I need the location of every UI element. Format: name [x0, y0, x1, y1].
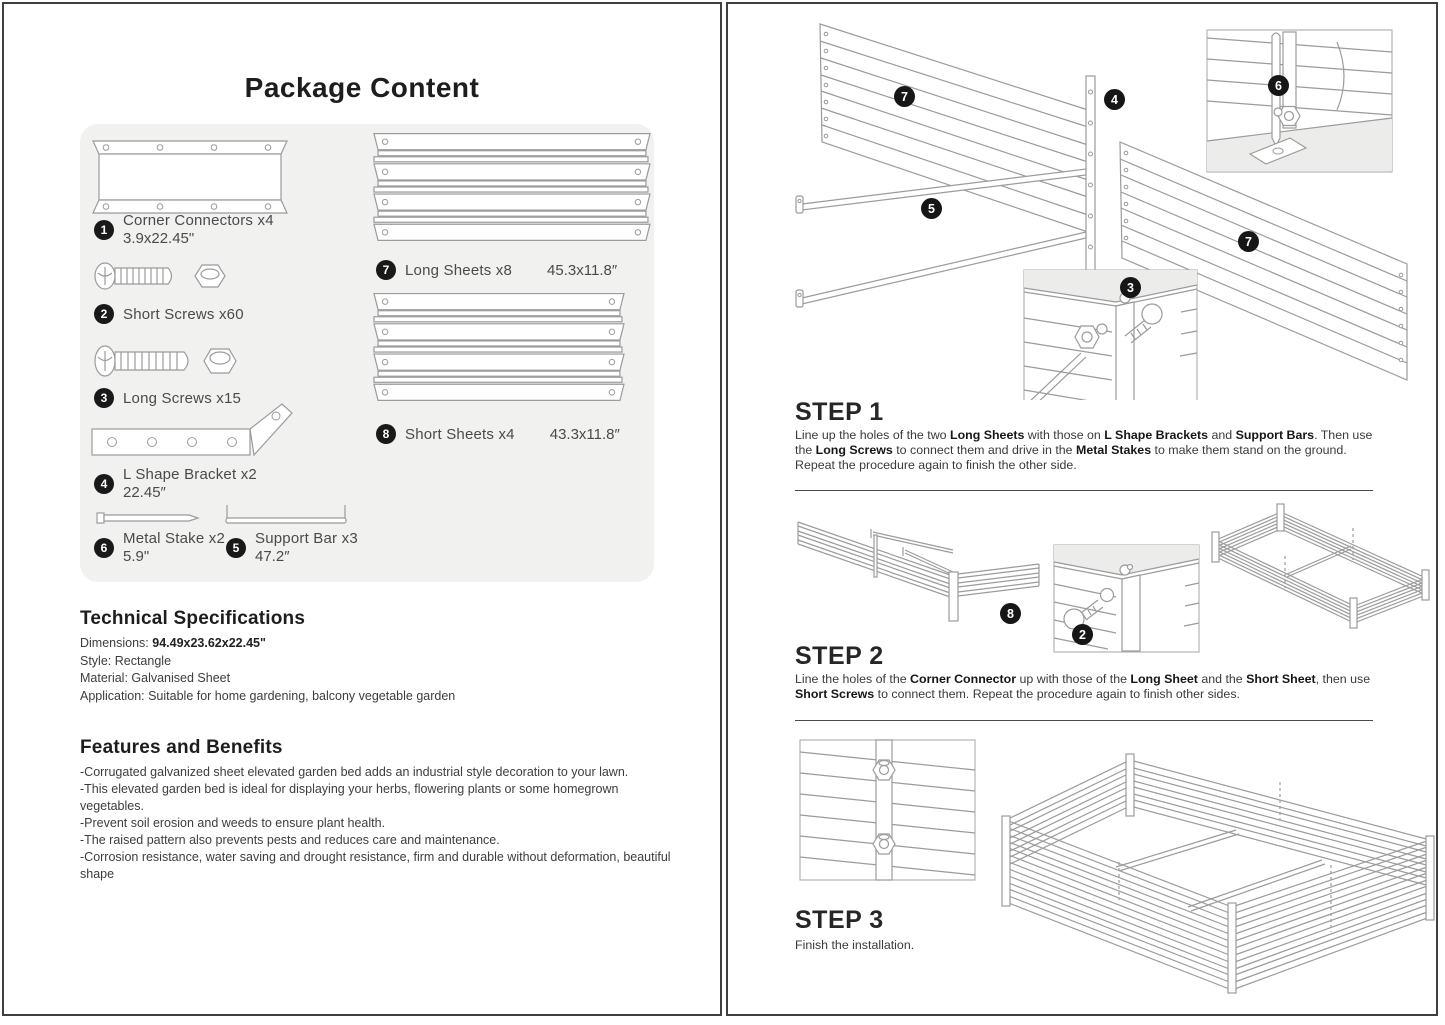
- item-size: 47.2″: [255, 548, 290, 565]
- step1-title: STEP 1: [795, 398, 884, 426]
- package-content-panel: [2, 2, 722, 1016]
- list-item: [94, 212, 274, 248]
- item-label: Metal Stake x2: [123, 530, 226, 547]
- assembly-steps-panel: [726, 2, 1438, 1016]
- item-size: 22.45″: [123, 484, 166, 501]
- feature-item: -Corrugated galvanized sheet elevated garden bed adds an industrial style decoration to your lawn.: [80, 765, 629, 779]
- item-label: Support Bar x3: [255, 530, 358, 547]
- item-label: Long Sheets x8: [405, 261, 513, 279]
- short-screw-drawing: [92, 256, 242, 296]
- callout-2: 2: [1072, 624, 1093, 645]
- callout-8: 8: [1000, 603, 1021, 624]
- l-bracket-drawing: [90, 402, 295, 464]
- corner-connector-drawing: [90, 136, 290, 220]
- spec-style: Style: Rectangle: [80, 653, 172, 668]
- item-number-badge: 4: [94, 474, 114, 494]
- step3-text: Finish the installation.: [795, 938, 915, 952]
- tech-specs-list: [80, 635, 455, 705]
- item-number-badge: 8: [376, 424, 396, 444]
- spec-dimensions: Dimensions: 94.49x23.62x22.45": [80, 636, 266, 650]
- feature-item: -The raised pattern also prevents pests and reduces care and maintenance.: [80, 833, 500, 847]
- callout-7: 7: [894, 86, 915, 107]
- list-item: [376, 424, 620, 444]
- callout-3: 3: [1120, 277, 1141, 298]
- list-item: [376, 260, 617, 280]
- long-sheets-drawing: [372, 132, 652, 244]
- feature-item: -Prevent soil erosion and weeds to ensure plant health.: [80, 816, 386, 830]
- stake-detail-inset: [1207, 30, 1392, 172]
- feature-item: -This elevated garden bed is ideal for displaying your herbs, flowering plants or some homegrown vegetables.: [80, 782, 619, 813]
- long-screw-detail-inset: [1024, 270, 1197, 400]
- page-title: Package Content: [244, 72, 480, 103]
- step1-diagram: [736, 12, 1432, 400]
- support-bar-drawing: [222, 502, 350, 528]
- features-list: [80, 764, 680, 883]
- callout-4: 4: [1104, 89, 1125, 110]
- item-size: 45.3x11.8″: [547, 261, 618, 279]
- callout-7b: 7: [1238, 231, 1259, 252]
- callout-6: 6: [1268, 75, 1289, 96]
- step3-diagram: [736, 732, 1436, 996]
- spec-material: Material: Galvanised Sheet: [80, 671, 231, 685]
- callout-5: 5: [921, 198, 942, 219]
- spec-application: Application: Suitable for home gardening, balcony vegetable garden: [80, 688, 456, 703]
- item-label: Short Sheets x4: [405, 425, 515, 443]
- step2-text: Line the holes of the Corner Connector up with those of the Long Sheet and the Short Sheet, then use Short Screws to connect them. Repeat the procedure again to finish other sides.: [795, 672, 1371, 701]
- features-heading: Features and Benefits: [80, 737, 283, 758]
- item-number-badge: 5: [226, 538, 246, 558]
- item-label: L Shape Bracket x2: [123, 466, 257, 483]
- divider: [795, 490, 1373, 491]
- item-number-badge: 1: [94, 220, 114, 240]
- assembled-frame-drawing: [1212, 504, 1429, 628]
- item-size: 43.3x11.8″: [549, 425, 620, 443]
- item-number-badge: 6: [94, 538, 114, 558]
- item-label: Short Screws x60: [123, 305, 244, 323]
- metal-stake-drawing: [96, 510, 200, 526]
- list-item: [94, 466, 257, 502]
- feature-item: -Corrosion resistance, water saving and drought resistance, firm and durable without deformation, beautiful shape: [80, 850, 671, 881]
- package-box: [80, 124, 654, 582]
- item-size: 5.9": [123, 548, 150, 565]
- tech-specs-heading: Technical Specifications: [80, 608, 306, 629]
- assembled-bed-drawing: [1002, 754, 1434, 993]
- item-label: Corner Connectors x4: [123, 212, 274, 229]
- divider: [795, 720, 1373, 721]
- item-label: Long Screws x15: [123, 389, 242, 407]
- list-item: [226, 530, 358, 566]
- step3-title: STEP 3: [795, 906, 884, 934]
- long-screw-drawing: [92, 338, 252, 384]
- item-number-badge: 7: [376, 260, 396, 280]
- item-size: 3.9x22.45": [123, 230, 195, 247]
- list-item: [94, 530, 225, 566]
- bolt-detail-inset: [800, 740, 975, 880]
- short-sheets-drawing: [372, 292, 626, 404]
- step1-text: Line up the holes of the two Long Sheets with those on L Shape Brackets and Support Bars. Then use the Long Screws to connect them and drive in the Metal Stakes to make them stand on the ground. Repeat the procedure again to finish the other side.: [795, 428, 1373, 472]
- list-item: [94, 304, 244, 324]
- step2-title: STEP 2: [795, 642, 884, 670]
- item-number-badge: 2: [94, 304, 114, 324]
- item-number-badge: 3: [94, 388, 114, 408]
